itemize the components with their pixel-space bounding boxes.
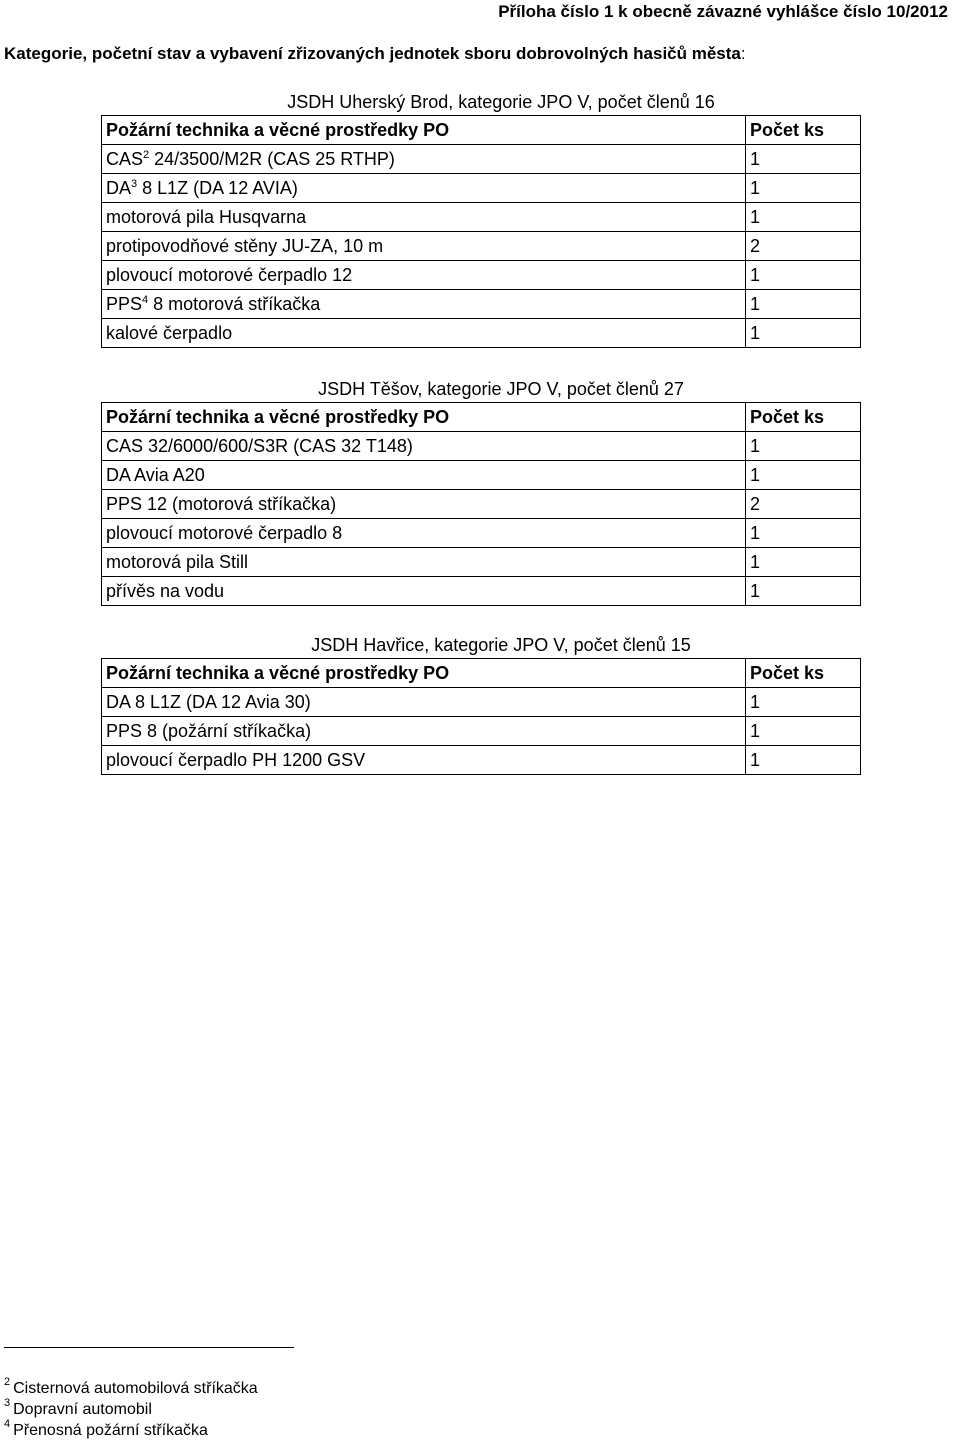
footnote-text: Dopravní automobil	[13, 1401, 152, 1418]
item-qty-cell: 1	[746, 145, 861, 174]
item-qty-cell: 1	[746, 519, 861, 548]
item-name-cell	[102, 232, 746, 261]
item-name-cell	[102, 461, 746, 490]
table-header-row	[102, 659, 861, 688]
column-header-qty: Počet ks	[746, 116, 861, 145]
item-name: protipovodňové stěny JU-ZA, 10 m	[106, 235, 384, 256]
footnote	[4, 1399, 258, 1420]
item-name: přívěs na vodu	[106, 580, 225, 601]
table-row	[102, 490, 861, 519]
item-qty-cell: 1	[746, 688, 861, 717]
table-row	[102, 319, 861, 348]
item-name-cell	[102, 688, 746, 717]
item-name-cell	[102, 490, 746, 519]
footnote	[4, 1420, 258, 1441]
item-name-cell	[102, 432, 746, 461]
item-name: DA 8 L1Z (DA 12 Avia 30)	[106, 691, 311, 712]
footnote-ref: 3	[131, 177, 138, 190]
table-row	[102, 577, 861, 606]
item-qty-cell: 1	[746, 577, 861, 606]
footnote-ref: 4	[142, 293, 149, 306]
item-qty-cell: 1	[746, 548, 861, 577]
unit-title: JSDH Havřice, kategorie JPO V, počet členů 15	[311, 635, 691, 655]
document-title	[4, 44, 746, 64]
table-row	[102, 261, 861, 290]
item-name: DA	[106, 177, 132, 198]
item-name-cell	[102, 174, 746, 203]
item-name: PPS	[106, 293, 143, 314]
item-name-rest: 24/3500/M2R (CAS 25 RTHP)	[149, 148, 395, 169]
item-name: motorová pila Still	[106, 551, 249, 572]
equipment-table	[101, 658, 861, 775]
item-name-cell	[102, 519, 746, 548]
document-title-colon: :	[740, 44, 746, 63]
table-row	[102, 203, 861, 232]
item-name: motorová pila Husqvarna	[106, 206, 307, 227]
item-qty-cell: 1	[746, 174, 861, 203]
item-name: CAS 32/6000/600/S3R (CAS 32 T148)	[106, 435, 413, 456]
column-header-item: Požární technika a věcné prostředky PO	[102, 659, 746, 688]
table-row	[102, 461, 861, 490]
footnote-text: Cisternová automobilová stříkačka	[13, 1380, 258, 1397]
table-row	[102, 145, 861, 174]
unit-section	[101, 89, 861, 348]
item-name-rest: 8 L1Z (DA 12 AVIA)	[137, 177, 298, 198]
item-qty-cell: 1	[746, 432, 861, 461]
item-qty-cell: 1	[746, 203, 861, 232]
table-row	[102, 746, 861, 775]
column-header-qty: Počet ks	[746, 659, 861, 688]
item-name-cell	[102, 577, 746, 606]
item-name: DA Avia A20	[106, 464, 205, 485]
item-qty-cell: 2	[746, 232, 861, 261]
item-name-rest: 8 motorová stříkačka	[148, 293, 321, 314]
table-row	[102, 519, 861, 548]
unit-title: JSDH Těšov, kategorie JPO V, počet členů 27	[318, 379, 684, 399]
item-name-cell	[102, 746, 746, 775]
item-name: plovoucí čerpadlo PH 1200 GSV	[106, 749, 366, 770]
item-name: plovoucí motorové čerpadlo 8	[106, 522, 343, 543]
item-qty-cell: 2	[746, 490, 861, 519]
unit-section	[101, 376, 861, 606]
footnote-text: Přenosná požární stříkačka	[13, 1422, 208, 1439]
item-qty-cell: 1	[746, 461, 861, 490]
item-qty-cell: 1	[746, 319, 861, 348]
table-row	[102, 548, 861, 577]
column-header-qty: Počet ks	[746, 403, 861, 432]
unit-title: JSDH Uherský Brod, kategorie JPO V, počet členů 16	[287, 92, 715, 112]
footnote	[4, 1378, 258, 1399]
item-name-cell	[102, 261, 746, 290]
table-row	[102, 688, 861, 717]
table-header-row	[102, 116, 861, 145]
equipment-table	[101, 115, 861, 348]
item-qty-cell: 1	[746, 261, 861, 290]
footnote-number: 4	[4, 1418, 11, 1430]
table-row	[102, 174, 861, 203]
table-header-row	[102, 403, 861, 432]
unit-section	[101, 632, 861, 775]
table-row	[102, 432, 861, 461]
footnote-ref: 2	[143, 148, 150, 161]
item-name-cell	[102, 203, 746, 232]
item-name-cell	[102, 290, 746, 319]
footnotes	[4, 1378, 258, 1441]
table-row	[102, 232, 861, 261]
footnote-number: 3	[4, 1397, 11, 1409]
item-name-cell	[102, 548, 746, 577]
table-row	[102, 290, 861, 319]
item-qty-cell: 1	[746, 746, 861, 775]
item-name: kalové čerpadlo	[106, 322, 233, 343]
item-name: plovoucí motorové čerpadlo 12	[106, 264, 353, 285]
item-name: PPS 8 (požární stříkačka)	[106, 720, 312, 741]
item-name: CAS	[106, 148, 144, 169]
column-header-item: Požární technika a věcné prostředky PO	[102, 116, 746, 145]
column-header-item: Požární technika a věcné prostředky PO	[102, 403, 746, 432]
item-name-cell	[102, 319, 746, 348]
item-name: PPS 12 (motorová stříkačka)	[106, 493, 337, 514]
item-name-cell	[102, 145, 746, 174]
footnote-number: 2	[4, 1376, 11, 1388]
table-row	[102, 717, 861, 746]
item-qty-cell: 1	[746, 717, 861, 746]
document-title-text: Kategorie, početní stav a vybavení zřizovaných jednotek sboru dobrovolných hasičů města	[4, 44, 741, 63]
equipment-table	[101, 402, 861, 606]
document-header: Příloha číslo 1 k obecně závazné vyhlášce číslo 10/2012	[498, 2, 948, 21]
footnote-divider	[4, 1347, 294, 1348]
item-name-cell	[102, 717, 746, 746]
item-qty-cell: 1	[746, 290, 861, 319]
